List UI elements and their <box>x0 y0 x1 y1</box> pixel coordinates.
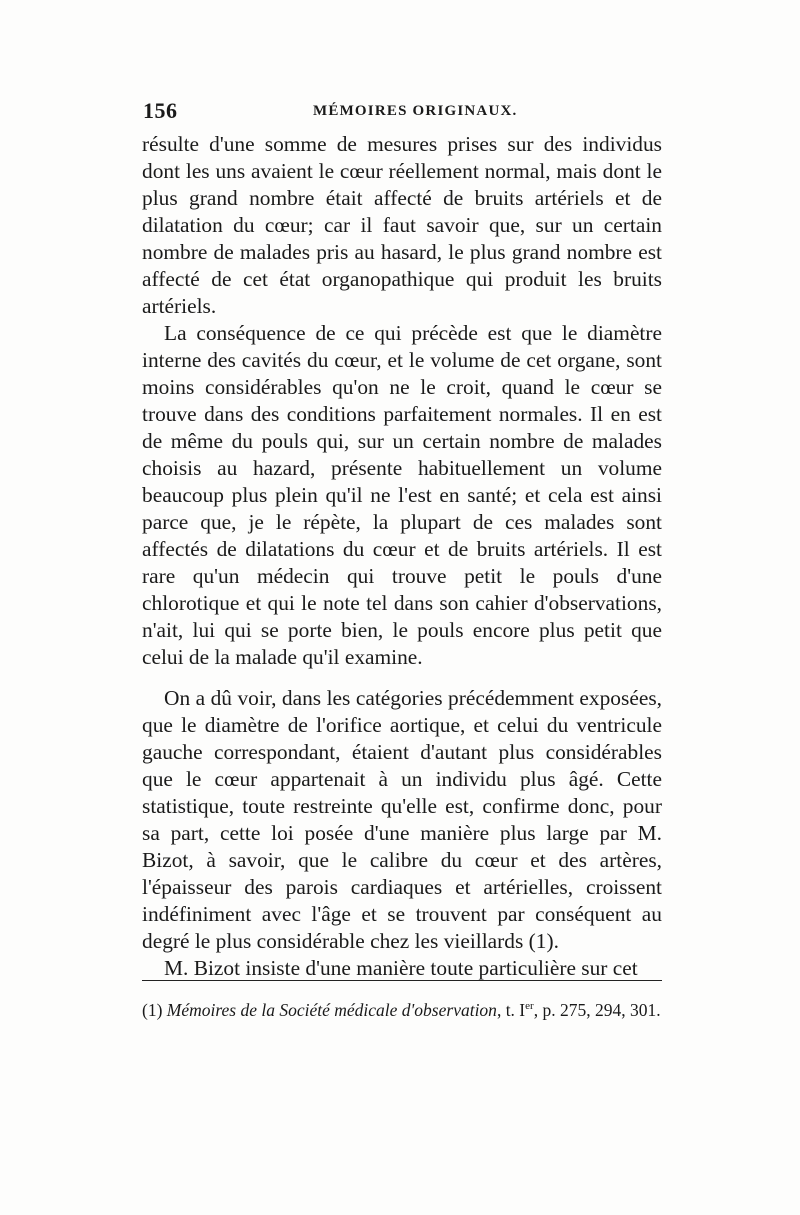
paragraph-2: La conséquence de ce qui précède est que le diamètre interne des cavités du cœur, et le volume de cet organe, sont moins considérables qu'on ne le croit, quand le cœur se trouve dans des conditions parfaitement normales. Il en est de même du pouls qui, sur un certain nombre de malades choisis au hazard, présente habituellement un volume beaucoup plus plein qu'il ne l'est en santé; et cela est ainsi parce que, je le répète, la plupart de ces malades sont affectés de dilatations du cœur et de bruits artériels. Il est rare qu'un médecin qui trouve petit le pouls d'une chlorotique et qui le note tel dans son cahier d'observations, n'ait, lui qui se porte bien, le pouls encore plus petit que celui de la malade qu'il examine. <box>142 321 662 669</box>
footnote-marker: (1) <box>142 1000 167 1020</box>
footnote-rule <box>142 980 662 981</box>
page-header <box>143 98 663 128</box>
running-title: MÉMOIRES ORIGINAUX. <box>313 103 518 119</box>
page-number: 156 <box>143 98 178 123</box>
body-text <box>142 131 662 982</box>
footnote-ref-sup: er <box>525 1000 534 1013</box>
footnote <box>135 998 662 1022</box>
paragraph-4: M. Bizot insiste d'une manière toute particulière sur cet <box>164 956 638 980</box>
paragraph-3: On a dû voir, dans les catégories précédemment exposées, que le diamètre de l'orifice aortique, et celui du ventricule gauche correspondant, étaient d'autant plus considérables que le cœur appartenait à un individu plus âgé. Cette statistique, toute restreinte qu'elle est, confirme donc, pour sa part, cette loi posée d'une manière plus large par M. Bizot, à savoir, que le calibre du cœur et des artères, l'épaisseur des parois cardiaques et artérielles, croissent indéfiniment avec l'âge et se trouvent par conséquent au degré le plus considérable chez les vieillards (1). <box>142 686 662 953</box>
paragraph-1: résulte d'une somme de mesures prises sur des individus dont les uns avaient le cœur réellement normal, mais dont le plus grand nombre était affecté de bruits artériels et de dilatation du cœur; car il faut savoir que, sur un certain nombre de malades pris au hasard, le plus grand nombre est affecté de cet état organopathique qui produit les bruits artériels. <box>142 132 662 318</box>
footnote-title: Mémoires de la Société médicale d'observation <box>166 1000 497 1020</box>
footnote-ref-prefix: , t. I <box>496 1000 526 1020</box>
footnote-ref-suffix: , p. 275, 294, 301. <box>533 1000 661 1020</box>
